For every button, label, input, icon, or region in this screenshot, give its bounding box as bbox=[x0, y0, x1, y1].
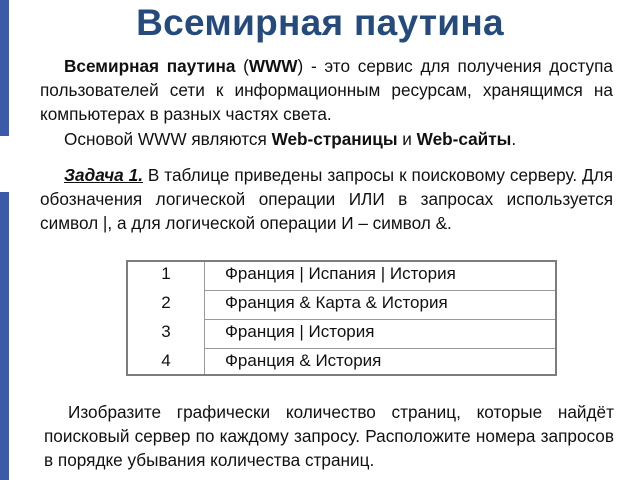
table-row bbox=[127, 320, 556, 349]
queries-table bbox=[126, 260, 557, 376]
query-number: 2 bbox=[127, 291, 205, 320]
intro-rest: ) - это сервис для получения доступа пользователей сети к информационным ресурсам, хранящимся на компьютерах в разных частях света. bbox=[40, 56, 613, 124]
query-text: Франция | Испания | История bbox=[205, 261, 557, 291]
slide-title: Всемирная паутина bbox=[136, 2, 504, 43]
query-number: 3 bbox=[127, 320, 205, 349]
basis-sites: Web-сайты bbox=[416, 129, 512, 149]
query-text: Франция | История bbox=[205, 320, 557, 349]
basis-dot: . bbox=[511, 129, 517, 149]
left-accent-bar-bottom bbox=[0, 192, 9, 480]
query-number: 1 bbox=[127, 261, 205, 291]
instruction-paragraph: Изобразите графически количество страниц, которые найдёт поисковый сервер по каждому запросу. Расположите номера запросов в порядке убывания количества страниц. bbox=[44, 402, 614, 470]
task-paragraph bbox=[40, 163, 613, 235]
query-number: 4 bbox=[127, 349, 205, 376]
basis-paragraph bbox=[40, 127, 613, 151]
basis-prefix: Основой WWW являются bbox=[64, 129, 272, 149]
intro-term: Всемирная паутина bbox=[64, 56, 236, 76]
task-label: Задача 1. bbox=[64, 165, 143, 185]
basis-pages: Web-страницы bbox=[271, 129, 398, 149]
table-row bbox=[127, 261, 556, 291]
intro-paragraph bbox=[40, 54, 613, 126]
intro-open-paren: ( bbox=[235, 56, 249, 76]
task-text: В таблице приведены запросы к поисковому серверу. Для обозначения логической операции ИЛИ в запросах используется символ |, а для логической операции И – символ &. bbox=[40, 165, 613, 233]
query-text: Франция & Карта & История bbox=[205, 291, 557, 320]
intro-abbr: WWW bbox=[248, 56, 298, 76]
query-text: Франция & История bbox=[225, 351, 382, 370]
table-row bbox=[127, 291, 556, 320]
table-row bbox=[127, 349, 556, 376]
basis-and: и bbox=[397, 129, 417, 149]
